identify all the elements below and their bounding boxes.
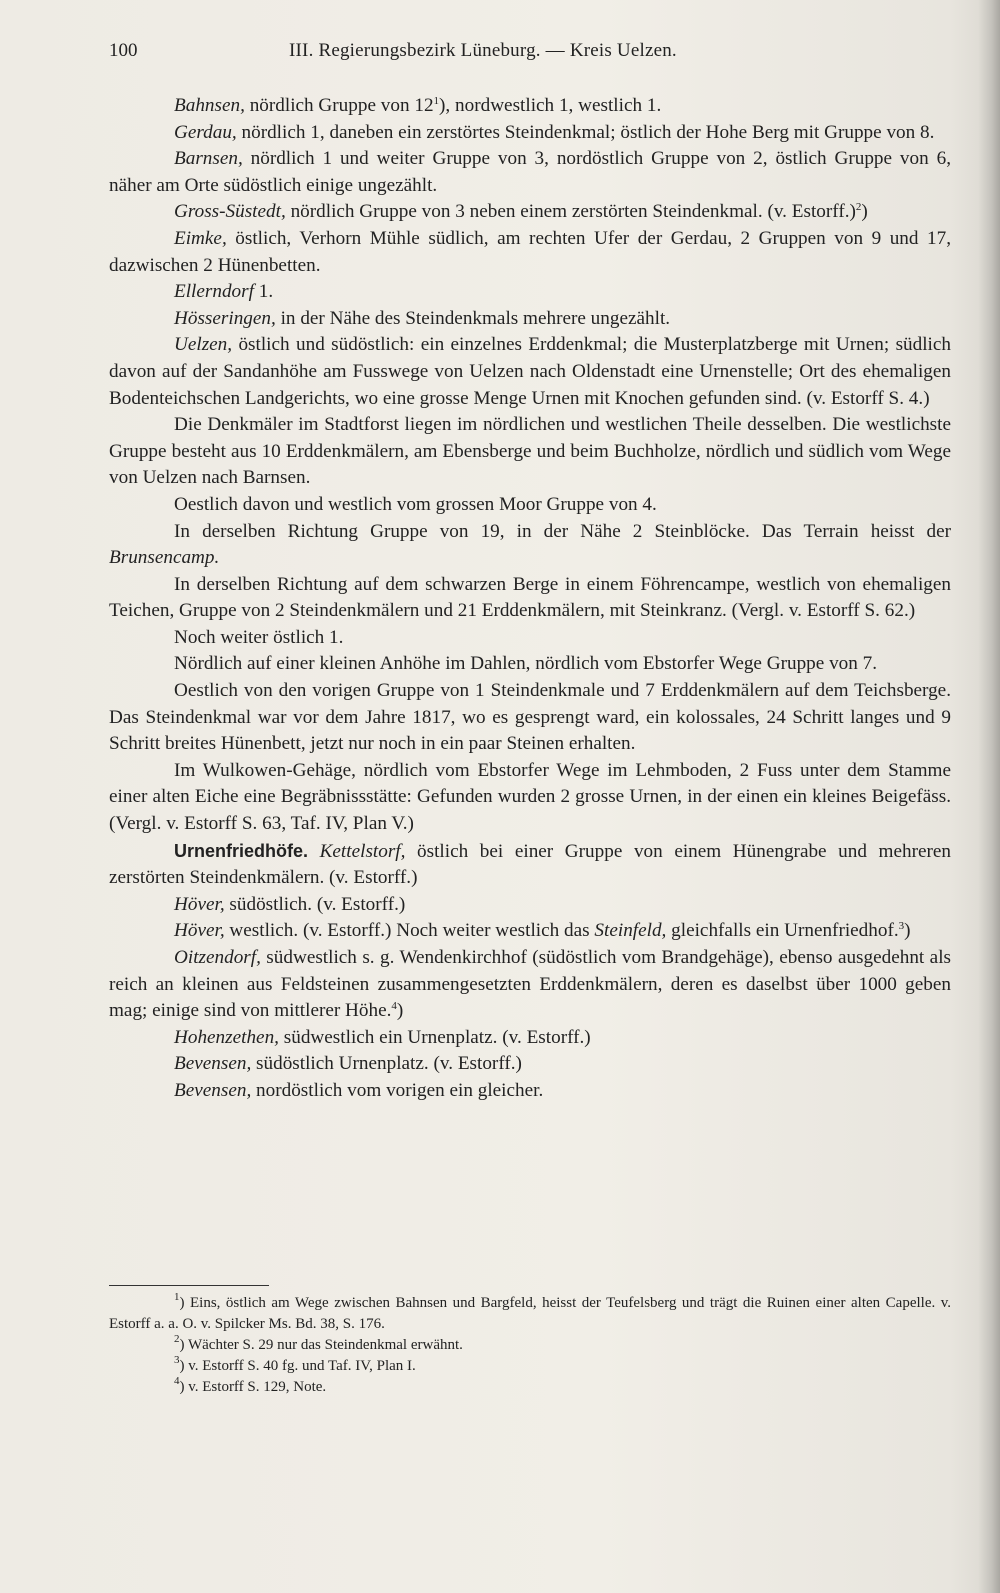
paragraph — [109, 226, 951, 279]
footnote-rule — [109, 1285, 269, 1286]
paragraph-text: Noch weiter östlich 1. — [174, 626, 344, 648]
page-number: 100 — [109, 40, 138, 61]
paragraph — [109, 625, 951, 652]
paragraph-text: südöstlich Urnenplatz. (v. Estorff.) — [251, 1053, 522, 1075]
paragraph-text: ) — [396, 1000, 404, 1022]
paragraph — [109, 651, 951, 678]
place-name: Hösseringen, — [174, 307, 276, 329]
place-name: Barnsen, — [174, 148, 243, 170]
footnote-ref: 1 — [433, 95, 440, 107]
place-name: Steinfeld, — [594, 920, 667, 942]
paragraph — [109, 1025, 951, 1052]
paragraph — [109, 93, 951, 120]
paragraph — [109, 519, 951, 572]
paragraph-text: gleichfalls ein Urnenfriedhof. — [666, 920, 899, 942]
paragraph-text: ), nordwestlich 1, westlich 1. — [439, 95, 662, 116]
footnote-mark: 2 — [174, 1333, 180, 1345]
place-name: Kettelstorf, — [308, 840, 406, 862]
place-name: Uelzen, — [174, 334, 233, 356]
paragraph-text: südwestlich s. g. Wendenkirchhof (südöstlich vom Brandgehäge), ebenso ausgedehnt als reich an kleinen aus Feldsteinen zusammengesetzten Erddenkmälern, deren es daselbst über 1000 geben mag; einige sind von mittlerer Höhe. — [109, 947, 951, 1022]
section-heading: Urnenfriedhöfe. — [174, 840, 309, 861]
place-name: Bevensen, — [174, 1079, 252, 1101]
footnote-text: ) v. Estorff S. 40 fg. und Taf. IV, Plan I. — [179, 1358, 416, 1374]
paragraph — [109, 146, 951, 199]
page-header — [109, 40, 949, 70]
place-name: Höver, — [174, 920, 225, 942]
place-name: Eimke, — [174, 227, 227, 249]
paragraph-text: nördlich Gruppe von 3 neben einem zerstörten Steindenkmal. (v. Estorff.) — [285, 201, 856, 223]
paragraph — [109, 892, 951, 919]
paragraph-text: in der Nähe des Steindenkmals mehrere ungezählt. — [275, 307, 671, 329]
footnote — [109, 1377, 951, 1398]
footnote — [109, 1335, 951, 1356]
footnote-ref: 4 — [391, 1000, 397, 1013]
paragraph — [109, 199, 951, 226]
place-name: Gerdau, — [174, 121, 237, 143]
footnote-ref: 3 — [898, 920, 905, 933]
footnote — [109, 1356, 951, 1377]
paragraph — [109, 838, 951, 892]
paragraph-text: westlich. (v. Estorff.) Noch weiter westlich das — [224, 920, 595, 942]
page-edge-shadow — [978, 0, 1000, 1593]
paragraph — [109, 758, 951, 838]
place-name: Gross-Süstedt, — [174, 201, 286, 223]
main-text — [109, 93, 951, 1105]
paragraph-text: ) — [861, 201, 868, 223]
place-name: Brunsencamp. — [109, 547, 220, 569]
paragraph — [109, 279, 951, 306]
paragraph-text: nördlich 1, daneben ein zerstörtes Steindenkmal; östlich der Hohe Berg mit Gruppe von 8. — [236, 121, 935, 143]
paragraph — [109, 412, 951, 492]
footnote-text: ) v. Estorff S. 129, Note. — [179, 1379, 327, 1395]
paragraph-text: Die Denkmäler im Stadtforst liegen im nördlichen und westlichen Theile desselben. Die westlichste Gruppe besteht aus 10 Erddenkmälern, am Ebensberge und beim Buchholze, nördlich und südlich vom Wege von Uelzen nach Barnsen. — [109, 414, 951, 489]
footnote-text: ) Wächter S. 29 nur das Steindenkmal erwähnt. — [179, 1337, 463, 1353]
paragraph-text: nördlich Gruppe von 12 — [244, 95, 434, 116]
footnote — [109, 1293, 951, 1335]
paragraph-text: nordöstlich vom vorigen ein gleicher. — [251, 1079, 544, 1101]
paragraph-text: ) — [904, 920, 911, 942]
paragraph-text: südöstlich. (v. Estorff.) — [224, 893, 406, 915]
paragraph-text: 1. — [253, 281, 274, 303]
paragraph-text: östlich bei einer Gruppe von einem Hünengrabe und mehreren zerstörten Steindenkmälern. (v. Estorff.) — [109, 840, 951, 889]
paragraph-text: Im Wulkowen-Gehäge, nördlich vom Ebstorfer Wege im Lehmboden, 2 Fuss unter dem Stamme einer alten Eiche eine Begräbnissstätte: Gefunden wurden 2 grosse Urnen, in der einen ein kleines Beigefäss. (Vergl. v. Estorff S. 63, Taf. IV, Plan V.) — [109, 759, 951, 835]
place-name: Hohenzethen, — [174, 1026, 279, 1048]
paragraph-text: Nördlich auf einer kleinen Anhöhe im Dahlen, nördlich vom Ebstorfer Wege Gruppe von 7. — [174, 653, 878, 675]
paragraph — [109, 1051, 951, 1078]
paragraph — [109, 945, 951, 1025]
paragraph-text: In derselben Richtung Gruppe von 19, in der Nähe 2 Steinblöcke. Das Terrain heisst der — [174, 520, 951, 542]
place-name: Höver, — [174, 893, 225, 915]
paragraph-text: nördlich 1 und weiter Gruppe von 3, nordöstlich Gruppe von 2, östlich Gruppe von 6, näher am Orte südöstlich einige ungezählt. — [109, 148, 951, 196]
paragraph — [109, 492, 951, 519]
paragraph — [109, 306, 951, 333]
place-name: Bevensen, — [174, 1053, 252, 1075]
paragraph — [109, 572, 951, 625]
footnote-ref: 2 — [855, 201, 862, 214]
paragraph — [109, 332, 951, 412]
paragraph-text: Oestlich von den vorigen Gruppe von 1 Steindenkmale und 7 Erddenkmälern auf dem Teichsberge. Das Steindenkmal war vor dem Jahre 1817, wo es gesprengt ward, ein kolossales, 24 Schritt langes und 9 Schritt breites Hünenbett, jetzt nur noch in ein paar Steinen erhalten. — [109, 680, 951, 755]
footnote-mark: 1 — [174, 1291, 180, 1303]
paragraph-text: In derselben Richtung auf dem schwarzen Berge in einem Föhrencampe, westlich von ehemaligen Teichen, Gruppe von 2 Steindenkmälern und 21 Erddenkmälern, mit Steinkranz. (Vergl. v. Estorff S. 62.) — [109, 573, 951, 622]
paragraph — [109, 678, 951, 758]
running-title: III. Regierungsbezirk Lüneburg. — Kreis Uelzen. — [289, 40, 677, 61]
paragraph — [109, 120, 951, 147]
place-name: Bahnsen, — [174, 95, 245, 116]
footnote-mark: 3 — [174, 1354, 180, 1366]
paragraph — [109, 918, 951, 945]
place-name: Oitzendorf, — [174, 947, 261, 968]
paragraph — [109, 1078, 951, 1105]
paragraph-text: östlich und südöstlich: ein einzelnes Erddenkmal; die Musterplatzberge mit Urnen; südlich davon auf der Sandanhöhe am Fusswege von Uelzen nach Oldenstadt eine Urnenstelle; Ort des ehemaligen Bodenteichschen Landgerichts, wo eine grosse Menge Urnen mit Knochen gefunden sind. (v. Estorff S. 4.) — [109, 334, 951, 409]
footnote-text: ) Eins, östlich am Wege zwischen Bahnsen und Bargfeld, heisst der Teufelsberg und trägt die Ruinen einer alten Capelle. v. Estorff a. a. O. v. Spilcker Ms. Bd. 38, S. 176. — [109, 1295, 951, 1332]
paragraph-text: östlich, Verhorn Mühle südlich, am rechten Ufer der Gerdau, 2 Gruppen von 9 und 17, dazwischen 2 Hünenbetten. — [109, 227, 951, 276]
place-name: Ellerndorf — [174, 281, 254, 303]
footnote-mark: 4 — [174, 1375, 180, 1387]
footnotes — [109, 1293, 951, 1398]
paragraph-text: südwestlich ein Urnenplatz. (v. Estorff.) — [278, 1026, 591, 1048]
paragraph-text: Oestlich davon und westlich vom grossen Moor Gruppe von 4. — [174, 493, 657, 515]
